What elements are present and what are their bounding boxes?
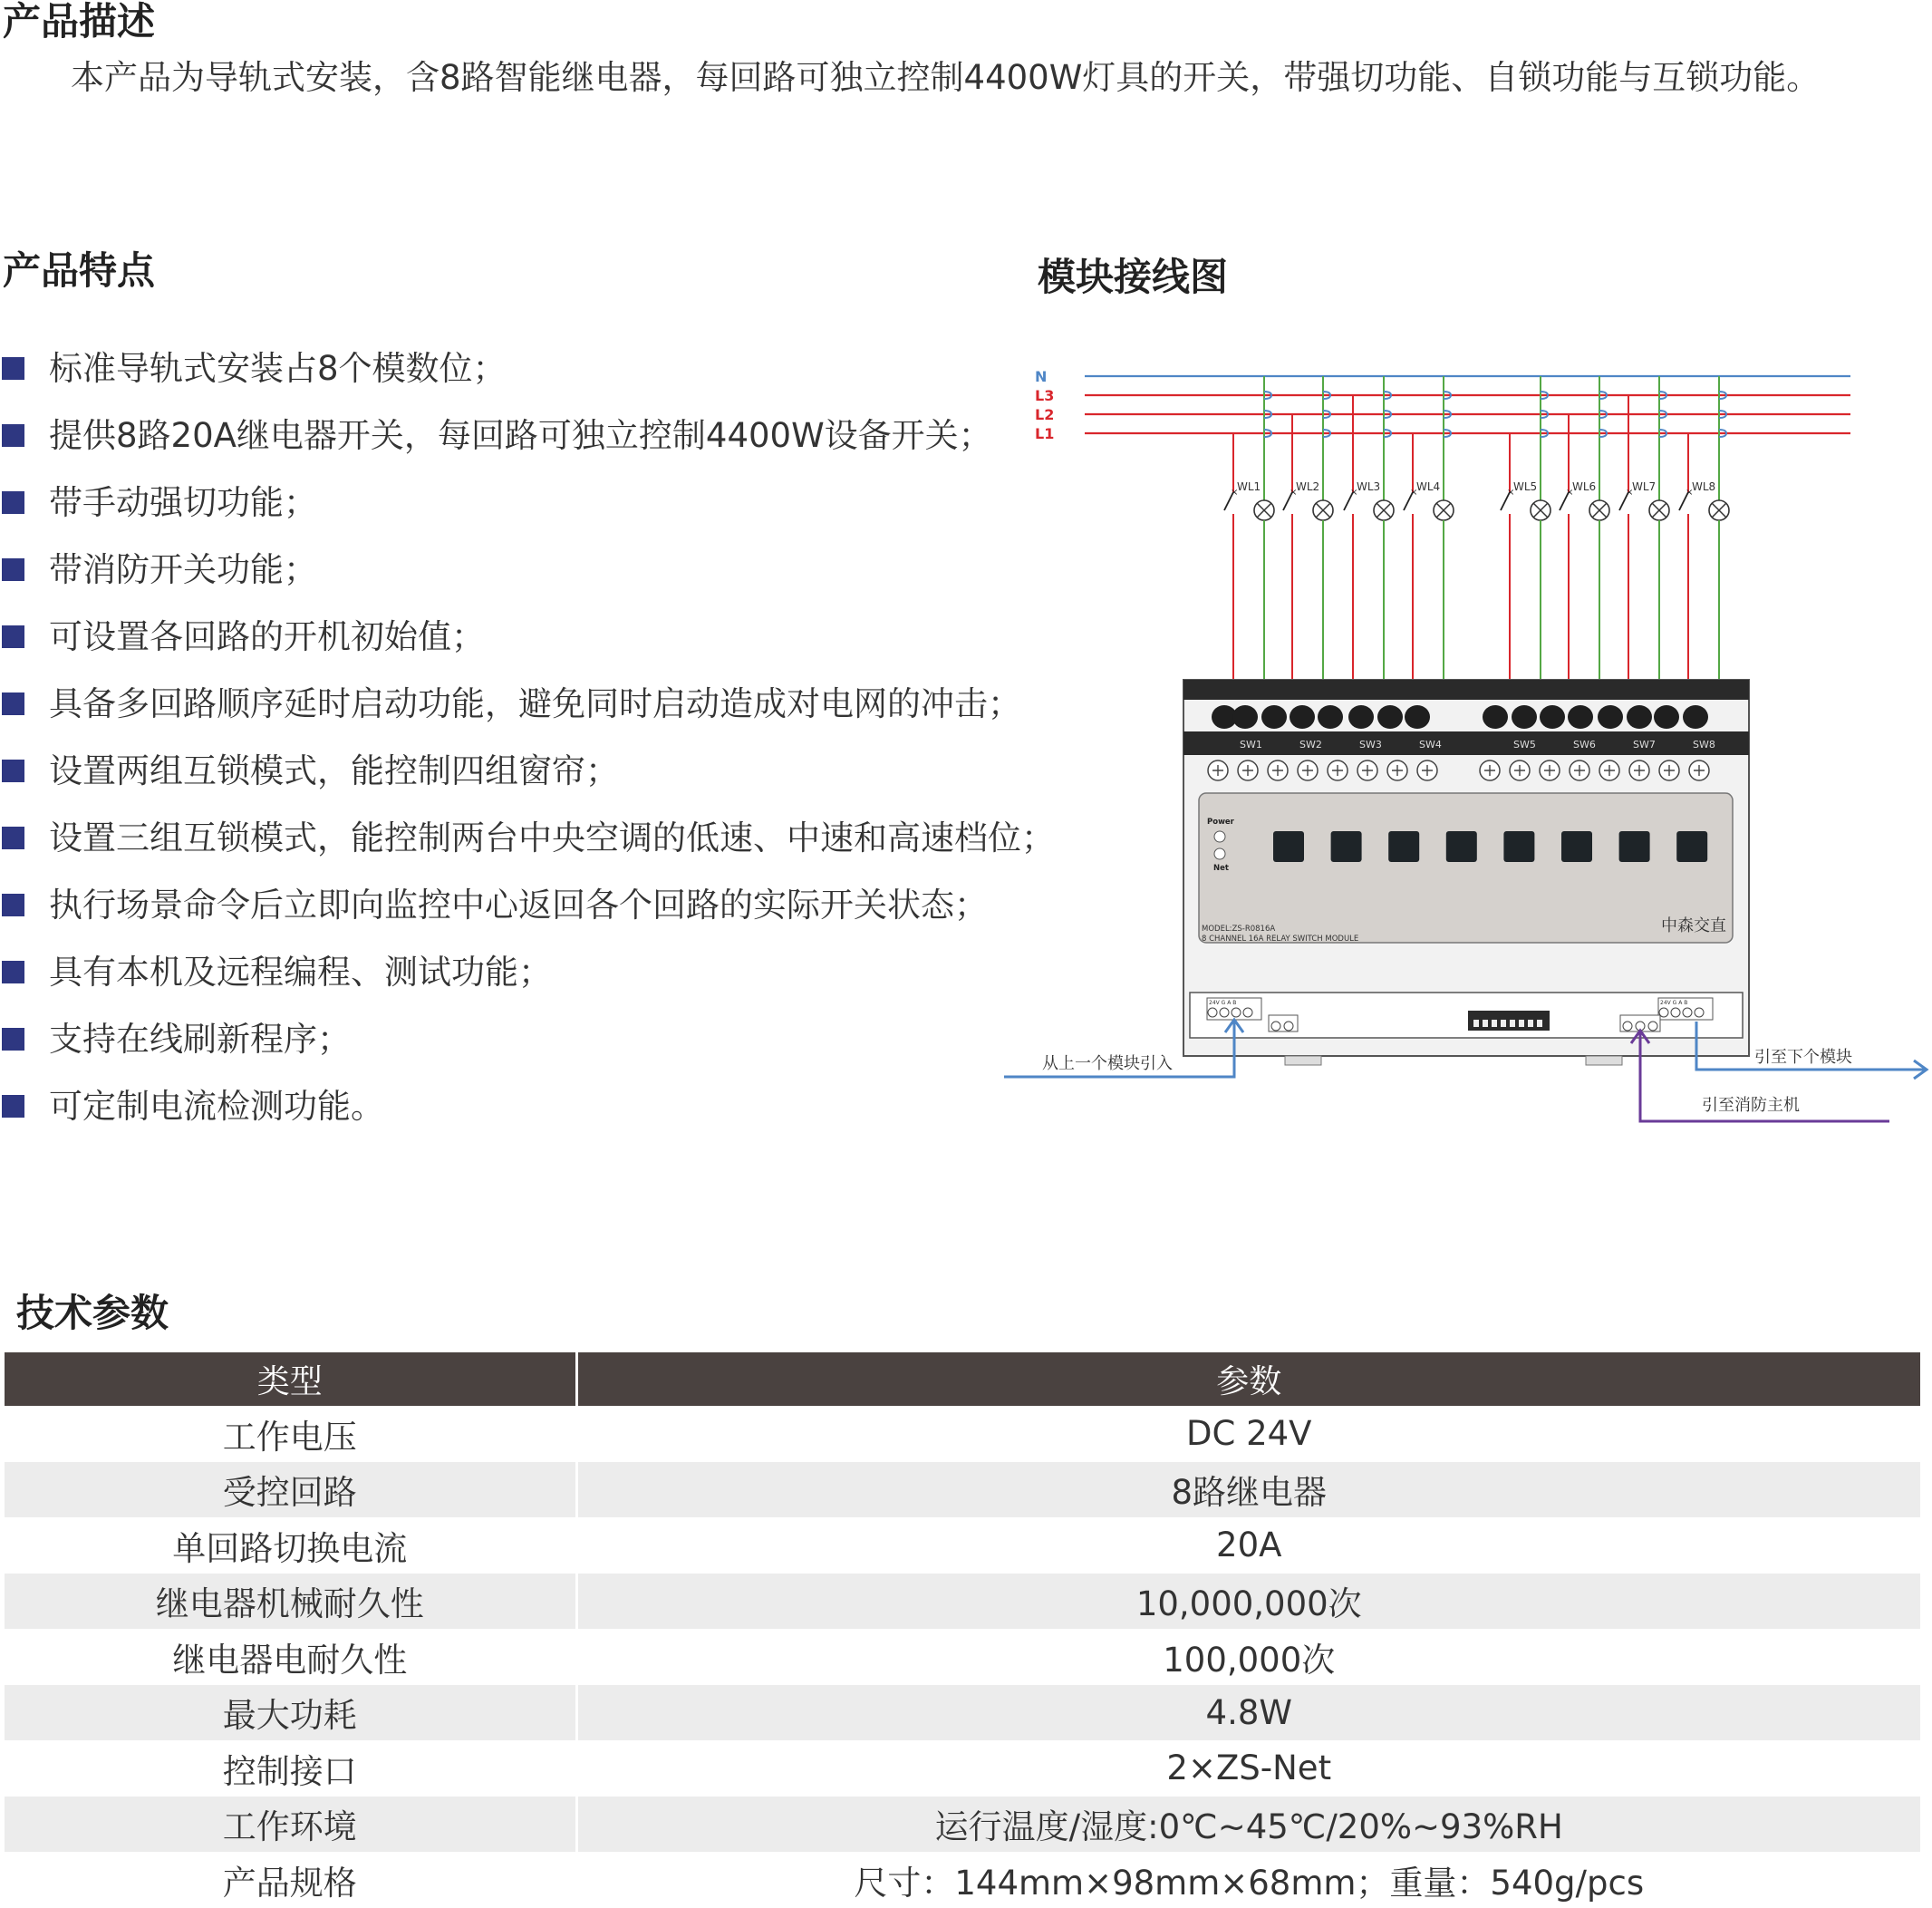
relay-module [1183,680,1749,1065]
power-led [1214,831,1225,842]
top-terminal [1318,705,1343,729]
feature-item: 支持在线刷新程序； [0,1016,1055,1083]
bus-label: L2 [1035,406,1055,423]
feature-item: 提供8路20A继电器开关，每回路可独立控制4400W设备开关； [0,412,1055,479]
wl-label: WL2 [1296,480,1320,493]
to-fire-label: 引至消防主机 [1702,1096,1800,1115]
sw-label: SW3 [1359,739,1382,751]
square-bullet-icon [2,491,24,514]
connector-screw [1683,1008,1692,1017]
spec-value: 8路继电器 [576,1462,1920,1518]
table-row [5,1462,1920,1518]
top-terminal [1683,705,1708,729]
spec-value: 20A [1216,1525,1282,1565]
feature-item: 设置两组互锁模式，能控制四组窗帘； [0,748,1055,815]
top-terminal [1627,705,1652,729]
header-param: 参数 [576,1352,1920,1406]
connector-label: 24V G A B [1660,1000,1688,1006]
wl-label: WL7 [1632,480,1657,493]
connector-screw [1208,1008,1217,1017]
spec-type: 工作电压 [5,1406,576,1462]
module-front-panel [1199,793,1733,943]
spec-type: 工作环境 [5,1797,576,1853]
connector-screw [1648,1022,1657,1031]
spec-value: 100,000次 [1163,1640,1336,1680]
connector-screw [1623,1022,1632,1031]
top-terminal [1348,705,1374,729]
spec-value: 4.8W [576,1685,1920,1741]
dip-lever [1492,1020,1497,1027]
wiring-diagram [997,358,1932,1133]
description-title: 产品描述 [3,0,156,44]
connector-label: 24V G A B [1209,1000,1237,1006]
wl-labels [1237,480,1715,493]
to-next-label: 引至下个模块 [1754,1048,1852,1067]
table-row [5,1629,1920,1685]
brand-text: 中森交直 [1661,916,1726,935]
feature-item: 带消防开关功能； [0,547,1055,614]
table-row [5,1685,1920,1741]
wl-label: WL1 [1237,480,1261,493]
wl-label: WL6 [1572,480,1597,493]
table-row [5,1574,1920,1630]
wl-label: WL4 [1416,480,1441,493]
dip-lever [1501,1020,1506,1027]
feature-item: 可设置各回路的开机初始值； [0,614,1055,681]
sw-label: SW4 [1419,739,1442,751]
square-bullet-icon [2,760,24,782]
table-row [5,1852,1920,1908]
spec-value: 10,000,000次 [576,1574,1920,1630]
table-row [5,1517,1920,1574]
top-terminal [1540,705,1565,729]
connector-screw [1671,1008,1680,1017]
connector-screw [1232,1008,1241,1017]
dip-lever [1537,1020,1542,1027]
channel-button [1273,831,1304,862]
top-terminal [1598,705,1623,729]
square-bullet-icon [2,558,24,581]
module-terminal-strip [1183,731,1749,755]
spec-type: 单回路切换电流 [5,1517,576,1574]
connector-screw [1243,1008,1252,1017]
spec-type: 继电器机械耐久性 [5,1574,576,1630]
specs-title: 技术参数 [16,1291,169,1335]
channel-button [1676,831,1707,862]
connector-screw [1284,1022,1293,1031]
feature-item: 标准导轨式安装占8个模数位； [0,345,1055,412]
table-row [5,1740,1920,1797]
diagram-title: 模块接线图 [1038,255,1229,299]
spec-value: DC 24V [1186,1414,1312,1454]
spec-type: 产品规格 [5,1852,576,1908]
feature-item: 具有本机及远程编程、测试功能； [0,949,1055,1016]
top-terminal [1290,705,1315,729]
bus-label: L1 [1035,425,1055,442]
spec-type: 继电器电耐久性 [5,1629,576,1685]
wl-label: WL3 [1357,480,1381,493]
dip-lever [1473,1020,1479,1027]
net-led [1214,848,1225,859]
switch-mark: × [1290,488,1298,498]
square-bullet-icon [2,961,24,983]
top-terminal [1512,705,1537,729]
switch-mark: × [1686,488,1694,498]
description-text: 本产品为导轨式安装，含8路智能继电器，每回路可独立控制4400W灯具的开关，带强切功能、自锁功能与互锁功能。 [71,58,1821,97]
spec-type: 控制接口 [5,1740,576,1797]
bus-label: L3 [1035,387,1055,404]
channel-button [1388,831,1419,862]
spec-value: 尺寸：144mm×98mm×68mm；重量：540g/pcs [854,1863,1645,1903]
channel-button [1331,831,1362,862]
square-bullet-icon [2,827,24,849]
spec-value: 2×ZS-Net [1166,1748,1332,1788]
switch-mark: × [1231,488,1239,498]
channel-button [1446,831,1477,862]
sw-label: SW8 [1693,739,1715,751]
spec-value: 运行温度/湿度:0℃~45℃/20%~93%RH [576,1797,1920,1853]
feature-item: 带手动强切功能； [0,479,1055,547]
connector-screw [1659,1008,1668,1017]
dip-lever [1519,1020,1524,1027]
sw-label: SW6 [1573,739,1596,751]
net-label: Net [1213,864,1229,873]
bus-labels [1035,368,1054,442]
spec-type: 受控回路 [5,1462,576,1518]
feature-item: 具备多回路顺序延时启动功能，避免同时启动造成对电网的冲击； [0,681,1055,748]
connector-screw [1220,1008,1229,1017]
power-label: Power [1207,818,1234,827]
square-bullet-icon [2,692,24,715]
switch-mark: × [1626,488,1634,498]
sw-label: SW7 [1633,739,1656,751]
connector-screw [1695,1008,1704,1017]
from-prev-label: 从上一个模块引入 [1042,1054,1173,1073]
feature-item: 可定制电流检测功能。 [0,1083,1055,1150]
square-bullet-icon [2,424,24,447]
dip-lever [1483,1020,1488,1027]
sw-label: SW5 [1513,739,1536,751]
sw-label: SW2 [1299,739,1322,751]
channel-button [1619,831,1650,862]
module-foot [1586,1056,1622,1065]
switch-mark: × [1507,488,1515,498]
top-terminal [1654,705,1679,729]
top-terminal [1261,705,1287,729]
table-row [5,1797,1920,1853]
bus-lines [1085,376,1850,433]
top-terminal [1483,705,1508,729]
top-terminal [1568,705,1593,729]
features-list [0,345,1055,1150]
module-desc-text: 8 CHANNEL 16A RELAY SWITCH MODULE [1202,935,1359,944]
top-terminal [1377,705,1403,729]
table-row [5,1406,1920,1462]
square-bullet-icon [2,1028,24,1051]
model-text: MODEL:ZS-R0816A [1202,925,1276,934]
switch-mark: × [1410,488,1418,498]
top-terminal [1405,705,1430,729]
dip-lever [1510,1020,1515,1027]
connector-screw [1271,1022,1280,1031]
dip-lever [1528,1020,1533,1027]
header-type: 类型 [5,1352,576,1406]
feature-item: 执行场景命令后立即向监控中心返回各个回路的实际开关状态； [0,882,1055,949]
channel-button [1503,831,1534,862]
square-bullet-icon [2,357,24,380]
module-top-strip [1183,680,1749,700]
wl-label: WL8 [1692,480,1716,493]
square-bullet-icon [2,625,24,648]
spec-type: 最大功耗 [5,1685,576,1741]
top-terminal [1232,705,1258,729]
sw-label: SW1 [1240,739,1262,751]
features-title: 产品特点 [3,248,156,293]
bus-label: N [1035,368,1048,385]
specs-table [5,1352,1920,1908]
table-header-row [5,1352,1920,1406]
switch-mark: × [1350,488,1358,498]
module-foot [1285,1056,1321,1065]
switch-mark: × [1566,488,1574,498]
square-bullet-icon [2,894,24,916]
channel-button [1561,831,1592,862]
feature-item: 设置三组互锁模式，能控制两台中央空调的低速、中速和高速档位； [0,815,1055,882]
square-bullet-icon [2,1095,24,1118]
wl-label: WL5 [1513,480,1538,493]
